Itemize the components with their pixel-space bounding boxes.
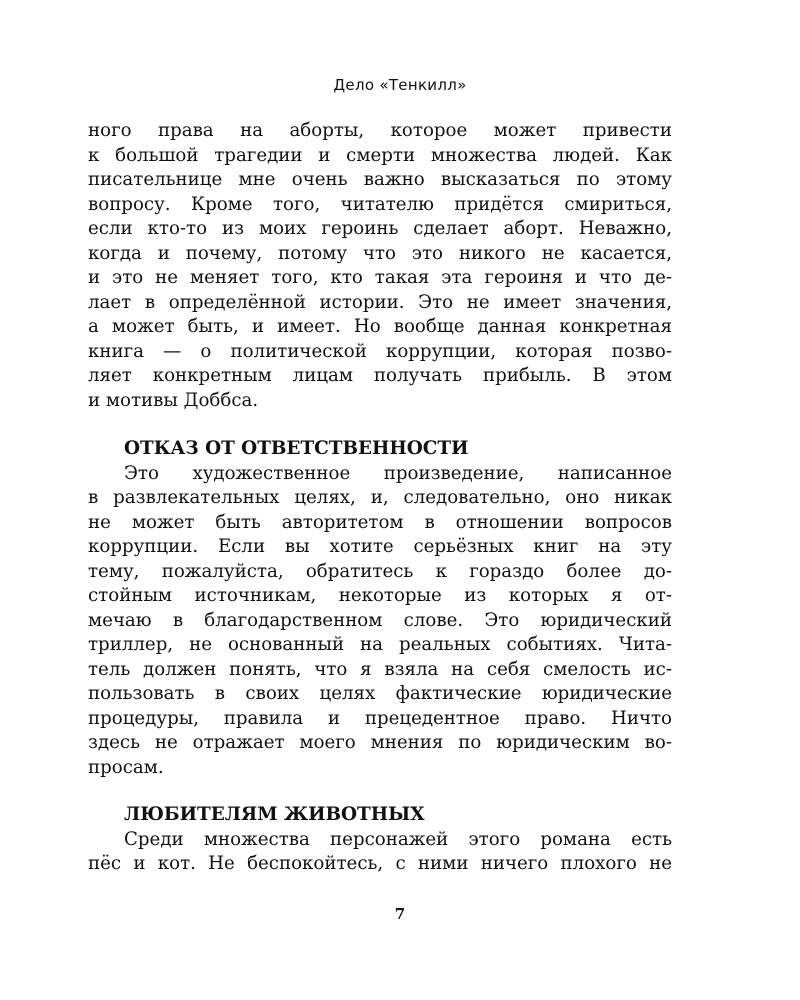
text-line: Это художественное произведение, написанное	[124, 462, 672, 484]
text-line: пользовать в своих целях фактические юридические	[88, 683, 672, 704]
text-line: в развлекательных целях, и, следовательно, оно никак	[88, 487, 672, 508]
text-line: ляет конкретным лицам получать прибыль. В этом	[88, 365, 672, 386]
text-line: и это не меняет того, кто такая эта героиня и что де-	[88, 267, 672, 288]
text-line: здесь не отражает моего мнения по юридическим во-	[88, 732, 672, 753]
text-line: вопросу. Кроме того, читателю придётся смириться,	[88, 193, 672, 215]
text-line: и мотивы Доббса.	[88, 389, 259, 411]
text-line: процедуры, правила и прецедентное право. Ничто	[88, 707, 672, 729]
text-line: лает в определённой истории. Это не имеет значения,	[88, 291, 672, 313]
running-head: Дело «Тенкилл»	[333, 76, 467, 94]
section-disclaimer	[88, 437, 672, 780]
text-line: к большой трагедии и смерти множества людей. Как	[88, 144, 672, 166]
text-line: просам.	[88, 756, 164, 778]
text-line: не может быть авторитетом в отношении вопросов	[88, 511, 672, 533]
text-line: коррупции. Если вы хотите серьёзных книг на эту	[88, 536, 672, 557]
page-number: 7	[394, 905, 406, 923]
text-line: пёс и кот. Не беспокойтесь, с ними ничего плохого не	[88, 853, 672, 874]
paragraph-abortion-rights	[88, 119, 672, 413]
text-line: тему, пожалуйста, обратитесь к гораздо более до-	[88, 560, 672, 582]
section-heading-animal-lovers: ЛЮБИТЕЛЯМ ЖИВОТНЫХ	[124, 804, 425, 825]
text-line: тель должен понять, что я взяла на себя смелость ис-	[88, 658, 672, 680]
text-line: когда и почему, потому что это никого не касается,	[88, 242, 672, 264]
text-line: писательнице мне очень важно высказаться по этому	[88, 169, 672, 190]
text-line: мечаю в благодарственном слове. Это юридический	[88, 609, 672, 631]
section-animal-lovers	[88, 803, 672, 877]
text-line: ного права на аборты, которое может привести	[88, 120, 672, 141]
text-line: Среди множества персонажей этого романа есть	[124, 828, 672, 850]
text-line: триллер, не основанный на реальных событиях. Чита-	[88, 634, 672, 655]
text-line: если кто-то из моих героинь сделает аборт. Неважно,	[88, 218, 672, 239]
text-line: а может быть, и имеет. Но вообще данная конкретная	[88, 316, 672, 337]
section-heading-disclaimer: ОТКАЗ ОТ ОТВЕТСТВЕННОСТИ	[124, 438, 469, 459]
text-line: стойным источникам, некоторые из которых я от-	[88, 585, 672, 606]
text-line: книга — о политической коррупции, которая позво-	[88, 340, 672, 362]
